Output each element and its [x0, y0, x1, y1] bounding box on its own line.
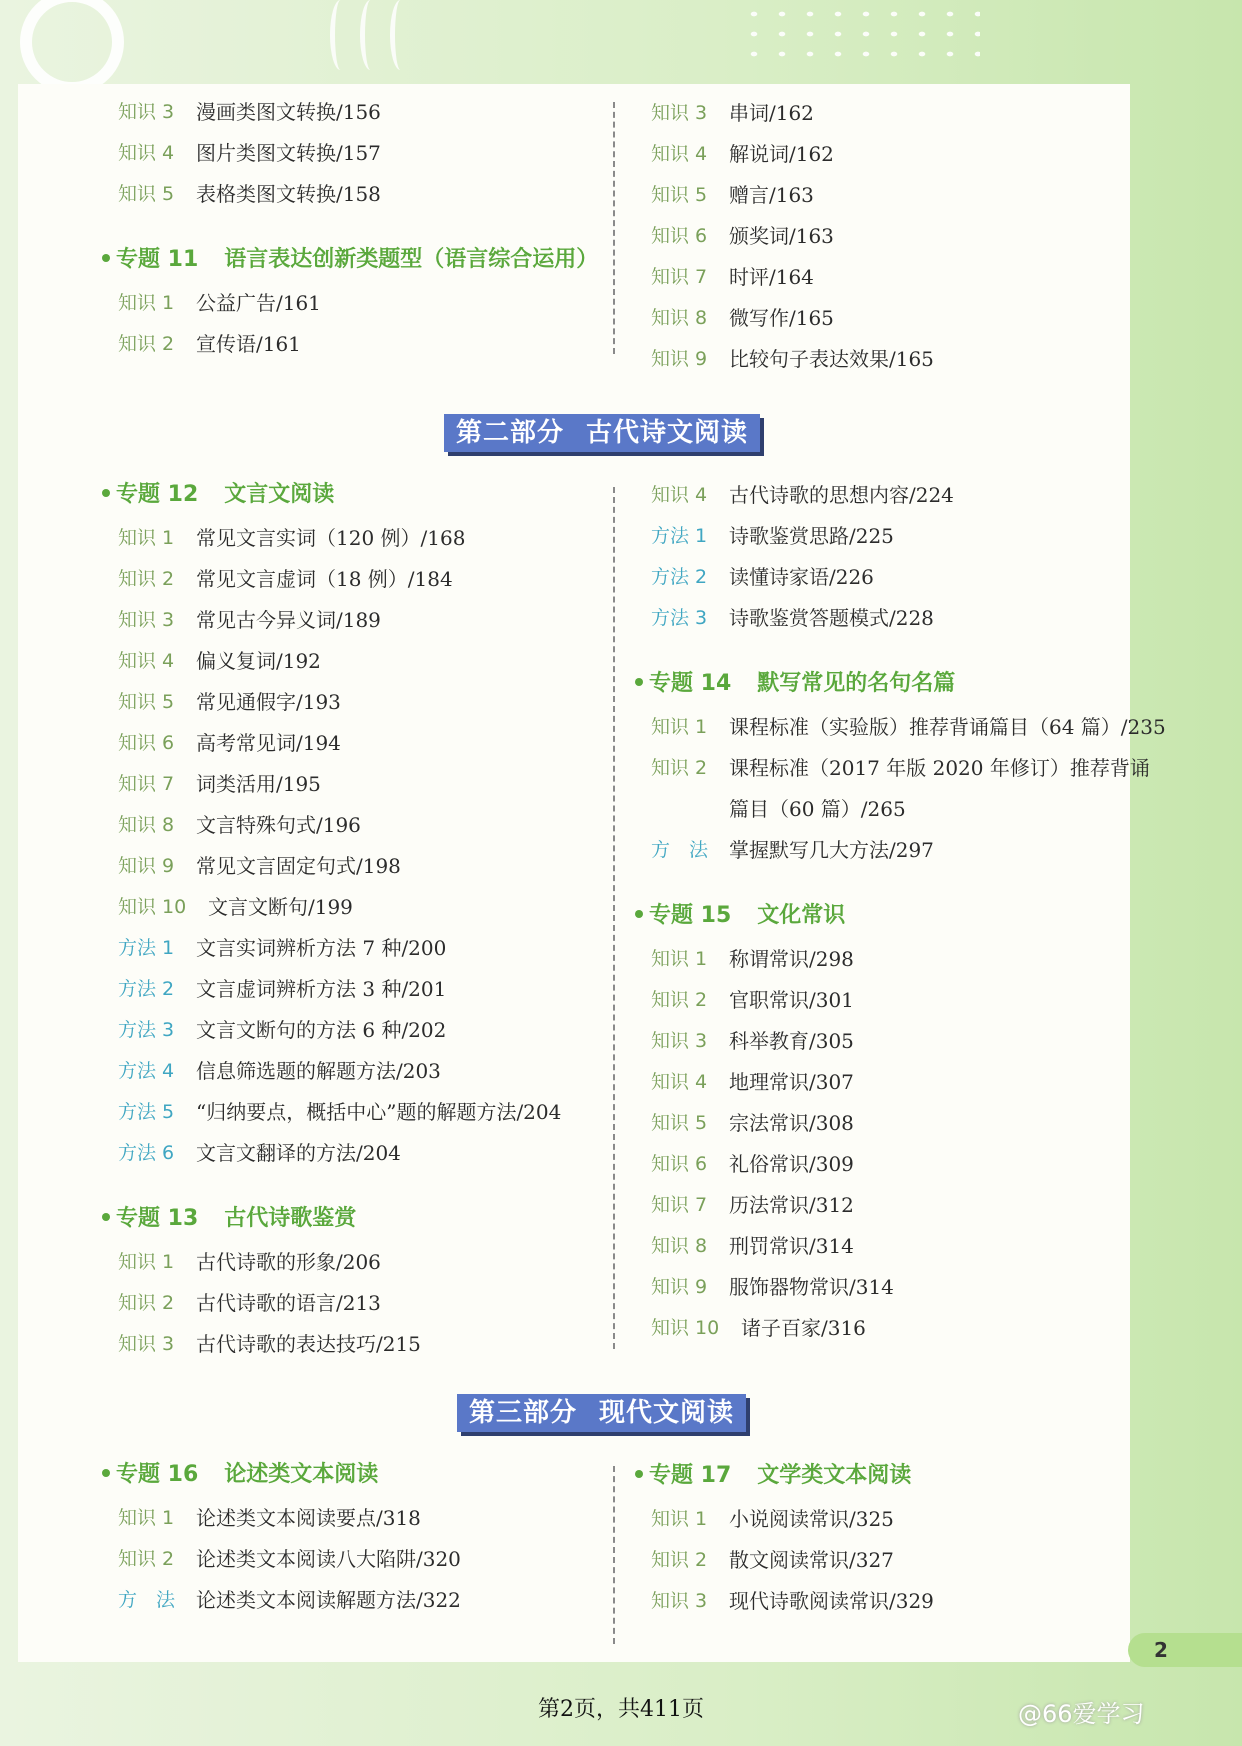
toc-entry[interactable]: 知识 7 时评/164 [651, 265, 814, 289]
toc-entry[interactable]: 知识 1 称谓常识/298 [651, 947, 854, 971]
bullet-icon [635, 678, 643, 686]
toc-entry[interactable]: 知识 3 现代诗歌阅读常识/329 [651, 1589, 934, 1613]
toc-entry[interactable]: 方法 5 “归纳要点，概括中心”题的解题方法/204 [118, 1100, 562, 1124]
toc-entry[interactable]: 知识 5 常见通假字/193 [118, 690, 341, 714]
toc-entry[interactable]: 知识 1 古代诗歌的形象/206 [118, 1250, 381, 1274]
part-banner: 第二部分 古代诗文阅读 [444, 414, 760, 452]
toc-entry[interactable]: 知识 3 常见古今异义词/189 [118, 608, 381, 632]
toc-entry[interactable]: 方 法 掌握默写几大方法/297 [651, 838, 934, 862]
toc-entry[interactable]: 知识 1 课程标准（实验版）推荐背诵篇目（64 篇）/235 [651, 715, 1166, 739]
toc-entry[interactable]: 知识 7 历法常识/312 [651, 1193, 854, 1217]
topic-heading[interactable]: 专题 14 默写常见的名句名篇 [651, 661, 1131, 707]
bullet-icon [102, 1469, 110, 1477]
page-footer: 第2页，共411页 [538, 1697, 704, 1722]
toc-entry[interactable]: 知识 3 漫画类图文转换/156 [118, 100, 381, 124]
bullet-icon [102, 489, 110, 497]
toc-entry[interactable]: 知识 2 散文阅读常识/327 [651, 1548, 894, 1572]
bullet-icon [635, 1470, 643, 1478]
toc-entry[interactable]: 知识 1 公益广告/161 [118, 291, 321, 315]
toc-entry[interactable]: 方法 2 读懂诗家语/226 [651, 565, 874, 589]
toc-left-top [118, 92, 598, 365]
topic-heading[interactable]: 专题 11 语言表达创新类题型（语言综合运用） [118, 237, 598, 283]
toc-entry[interactable]: 知识 1 小说阅读常识/325 [651, 1507, 894, 1531]
toc-left-middle [118, 472, 618, 1365]
toc-entry[interactable]: 知识 2 宣传语/161 [118, 332, 301, 356]
toc-entry[interactable]: 知识 7 词类活用/195 [118, 772, 321, 796]
toc-entry[interactable]: 知识 5 表格类图文转换/158 [118, 182, 381, 206]
watermark: @66爱学习 [1018, 1700, 1145, 1728]
toc-entry[interactable]: 知识 8 刑罚常识/314 [651, 1234, 854, 1258]
toc-entry[interactable]: 知识 6 颁奖词/163 [651, 224, 834, 248]
toc-right-top [651, 93, 1151, 380]
decorative-wave [360, 0, 381, 70]
toc-entry[interactable]: 知识 10 诸子百家/316 [651, 1316, 866, 1340]
column-divider [613, 102, 615, 354]
toc-entry[interactable]: 知识 8 微写作/165 [651, 306, 834, 330]
toc-entry[interactable]: 知识 4 偏义复词/192 [118, 649, 321, 673]
toc-entry[interactable]: 知识 3 科举教育/305 [651, 1029, 854, 1053]
toc-entry[interactable]: 方法 3 诗歌鉴赏答题模式/228 [651, 606, 934, 630]
toc-entry[interactable]: 知识 5 宗法常识/308 [651, 1111, 854, 1135]
toc-right-bottom [651, 1453, 1131, 1622]
toc-entry[interactable]: 知识 6 高考常见词/194 [118, 731, 341, 755]
part-banner: 第三部分 现代文阅读 [457, 1394, 746, 1432]
toc-entry[interactable]: 知识 4 地理常识/307 [651, 1070, 854, 1094]
toc-entry[interactable]: 知识 6 礼俗常识/309 [651, 1152, 854, 1176]
toc-right-middle [649, 475, 1166, 1349]
toc-entry[interactable]: 知识 8 文言特殊句式/196 [118, 813, 361, 837]
toc-left-bottom [118, 1452, 618, 1621]
toc-entry[interactable]: 知识 2 古代诗歌的语言/213 [118, 1291, 381, 1315]
toc-entry[interactable]: 方法 6 文言文翻译的方法/204 [118, 1141, 401, 1165]
toc-entry[interactable]: 方法 4 信息筛选题的解题方法/203 [118, 1059, 441, 1083]
toc-entry[interactable]: 知识 1 论述类文本阅读要点/318 [118, 1506, 421, 1530]
toc-entry[interactable]: 方法 1 诗歌鉴赏思路/225 [651, 524, 894, 548]
toc-entry[interactable]: 知识 4 古代诗歌的思想内容/224 [651, 483, 954, 507]
toc-entry[interactable]: 知识 10 文言文断句/199 [118, 895, 353, 919]
decorative-wave [390, 0, 411, 70]
page-number-badge: 2 [1128, 1633, 1242, 1667]
bullet-icon [635, 910, 643, 918]
topic-heading[interactable]: 专题 13 古代诗歌鉴赏 [118, 1196, 618, 1242]
toc-entry[interactable]: 知识 1 常见文言实词（120 例）/168 [118, 526, 466, 550]
toc-entry[interactable]: 方法 1 文言实词辨析方法 7 种/200 [118, 936, 447, 960]
toc-entry[interactable]: 知识 2 论述类文本阅读八大陷阱/320 [118, 1547, 461, 1571]
toc-entry[interactable]: 知识 5 赠言/163 [651, 183, 814, 207]
toc-entry[interactable]: 知识 2 课程标准（2017 年版 2020 年修订）推荐背诵 [651, 756, 1150, 780]
toc-entry[interactable]: 方法 3 文言文断句的方法 6 种/202 [118, 1018, 447, 1042]
topic-heading[interactable]: 专题 17 文学类文本阅读 [651, 1453, 1131, 1499]
toc-entry-continued[interactable]: 篇目（60 篇）/265 [729, 797, 906, 821]
toc-entry[interactable]: 知识 9 比较句子表达效果/165 [651, 347, 934, 371]
bullet-icon [102, 1213, 110, 1221]
topic-heading[interactable]: 专题 15 文化常识 [651, 893, 1131, 939]
decorative-wave [330, 0, 351, 70]
decorative-dots [740, 4, 980, 70]
toc-entry[interactable]: 知识 4 图片类图文转换/157 [118, 141, 381, 165]
toc-entry[interactable]: 知识 9 常见文言固定句式/198 [118, 854, 401, 878]
toc-entry[interactable]: 知识 3 串词/162 [651, 101, 814, 125]
toc-entry[interactable]: 知识 9 服饰器物常识/314 [651, 1275, 894, 1299]
toc-entry[interactable]: 知识 3 古代诗歌的表达技巧/215 [118, 1332, 421, 1356]
toc-entry[interactable]: 知识 2 常见文言虚词（18 例）/184 [118, 567, 453, 591]
topic-heading[interactable]: 专题 16 论述类文本阅读 [118, 1452, 618, 1498]
topic-heading[interactable]: 专题 12 文言文阅读 [118, 472, 618, 518]
toc-entry[interactable]: 知识 2 官职常识/301 [651, 988, 854, 1012]
toc-entry[interactable]: 方法 2 文言虚词辨析方法 3 种/201 [118, 977, 447, 1001]
toc-entry[interactable]: 知识 4 解说词/162 [651, 142, 834, 166]
toc-entry[interactable]: 方 法 论述类文本阅读解题方法/322 [118, 1588, 461, 1612]
bullet-icon [102, 254, 110, 262]
